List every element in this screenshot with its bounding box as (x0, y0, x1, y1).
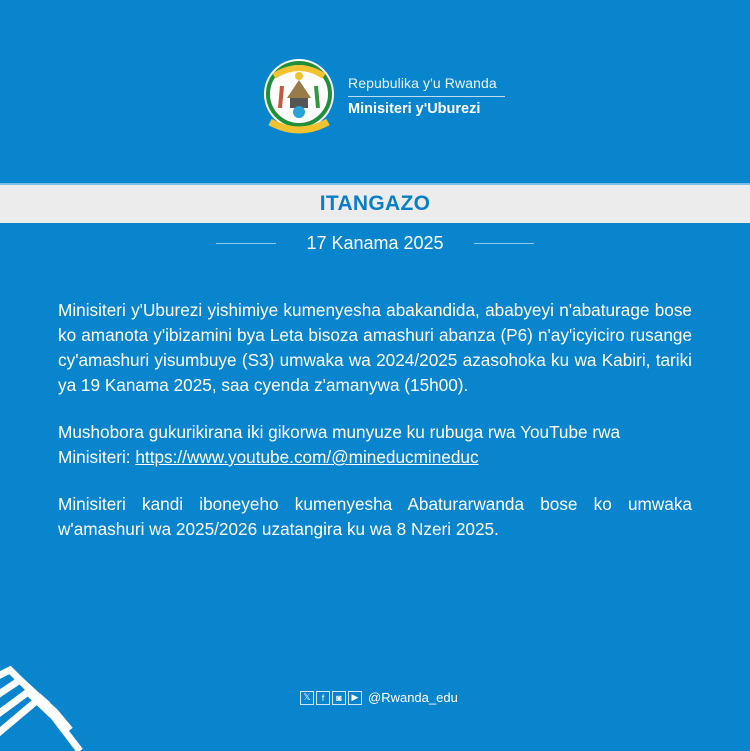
announcement-body (58, 298, 692, 564)
social-handle: @Rwanda_edu (368, 690, 458, 705)
instagram-icon[interactable]: ◙ (332, 691, 346, 705)
coat-of-arms-icon (262, 56, 336, 136)
title-band (0, 183, 750, 223)
paragraph-youtube-text: Mushobora gukurikirana iki gikorwa munyuze ku rubuga rwa YouTube rwa Minisiteri: (58, 422, 621, 467)
divider-left (216, 243, 276, 244)
header (262, 56, 505, 136)
republic-label: Repubulika y'u Rwanda (348, 75, 505, 97)
ministry-name-block (348, 75, 505, 117)
x-icon[interactable]: 𝕏 (300, 691, 314, 705)
announcement-title: ITANGAZO (319, 192, 431, 215)
announcement-date: 17 Kanama 2025 (306, 232, 444, 253)
divider-right (474, 243, 534, 244)
paragraph-results: Minisiteri y'Uburezi yishimiye kumenyesha abakandida, ababyeyi n'abaturage bose ko amanota y'ibizamini bya Leta bisoza amashuri abanza (P6) n'ay'icyiciro rusange cy'amashuri yisumbuye (S3) umwaka wa 2024/2025 azasohoka ku wa Kabiri, tariki ya 19 Kanama 2025, saa cyenda z'amanywa (15h00). (58, 300, 692, 395)
paragraph-youtube (58, 420, 692, 470)
corner-pattern-decoration (0, 660, 90, 751)
facebook-icon[interactable]: f (316, 691, 330, 705)
date-row (0, 230, 750, 256)
youtube-icon[interactable]: ▶ (348, 691, 362, 705)
footer-social (300, 690, 458, 705)
paragraph-school-year: Minisiteri kandi iboneyeho kumenyesha Abaturarwanda bose ko umwaka w'amashuri wa 2025/2026 uzatangira ku wa 8 Nzeri 2025. (58, 494, 692, 539)
youtube-link[interactable]: https://www.youtube.com/@mineducmineduc (135, 447, 479, 467)
ministry-label: Minisiteri y'Uburezi (348, 101, 481, 117)
